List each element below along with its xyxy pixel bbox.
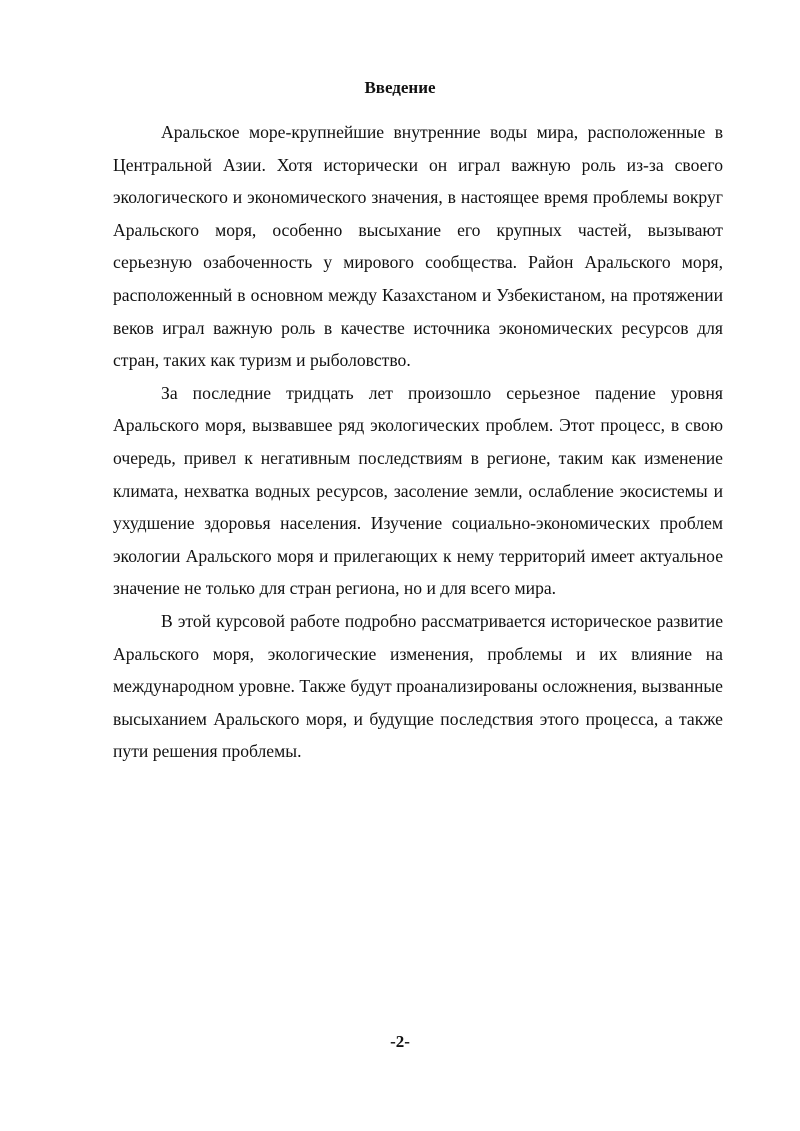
paragraph-1: Аральское море-крупнейшие внутренние воды мира, расположенные в Центральной Азии. Хотя исторически он играл важную роль из-за своего экологического и экономического значения, в настоящее время проблемы вокруг Аральского моря, особенно высыхание его крупных частей, вызывают серьезную озабоченность у мирового сообщества. Район Аральского моря, расположенный в основном между Казахстаном и Узбекистаном, на протяжении веков играл важную роль в качестве источника экономических ресурсов для стран, таких как туризм и рыболовство. bbox=[113, 122, 723, 371]
page-number: -2- bbox=[390, 1032, 410, 1051]
paragraph-2: За последние тридцать лет произошло серьезное падение уровня Аральского моря, вызвавшее ряд экологических проблем. Этот процесс, в свою очередь, привел к негативным последствиям в регионе, таким как изменение климата, нехватка водных ресурсов, засоление земли, ослабление экосистемы и ухудшение здоровья населения. Изучение социально-экономических проблем экологии Аральского моря и прилегающих к нему территорий имеет актуальное значение не только для стран региона, но и для всего мира. bbox=[113, 382, 723, 599]
page-title: Введение bbox=[364, 78, 436, 97]
body-text bbox=[113, 116, 723, 768]
paragraph-3: В этой курсовой работе подробно рассматривается историческое развитие Аральского моря, экологические изменения, проблемы и их влияние на международном уровне. Также будут проанализированы осложнения, вызванные высыханием Аральского моря, и будущие последствия этого процесса, а также пути решения проблемы. bbox=[113, 610, 723, 762]
